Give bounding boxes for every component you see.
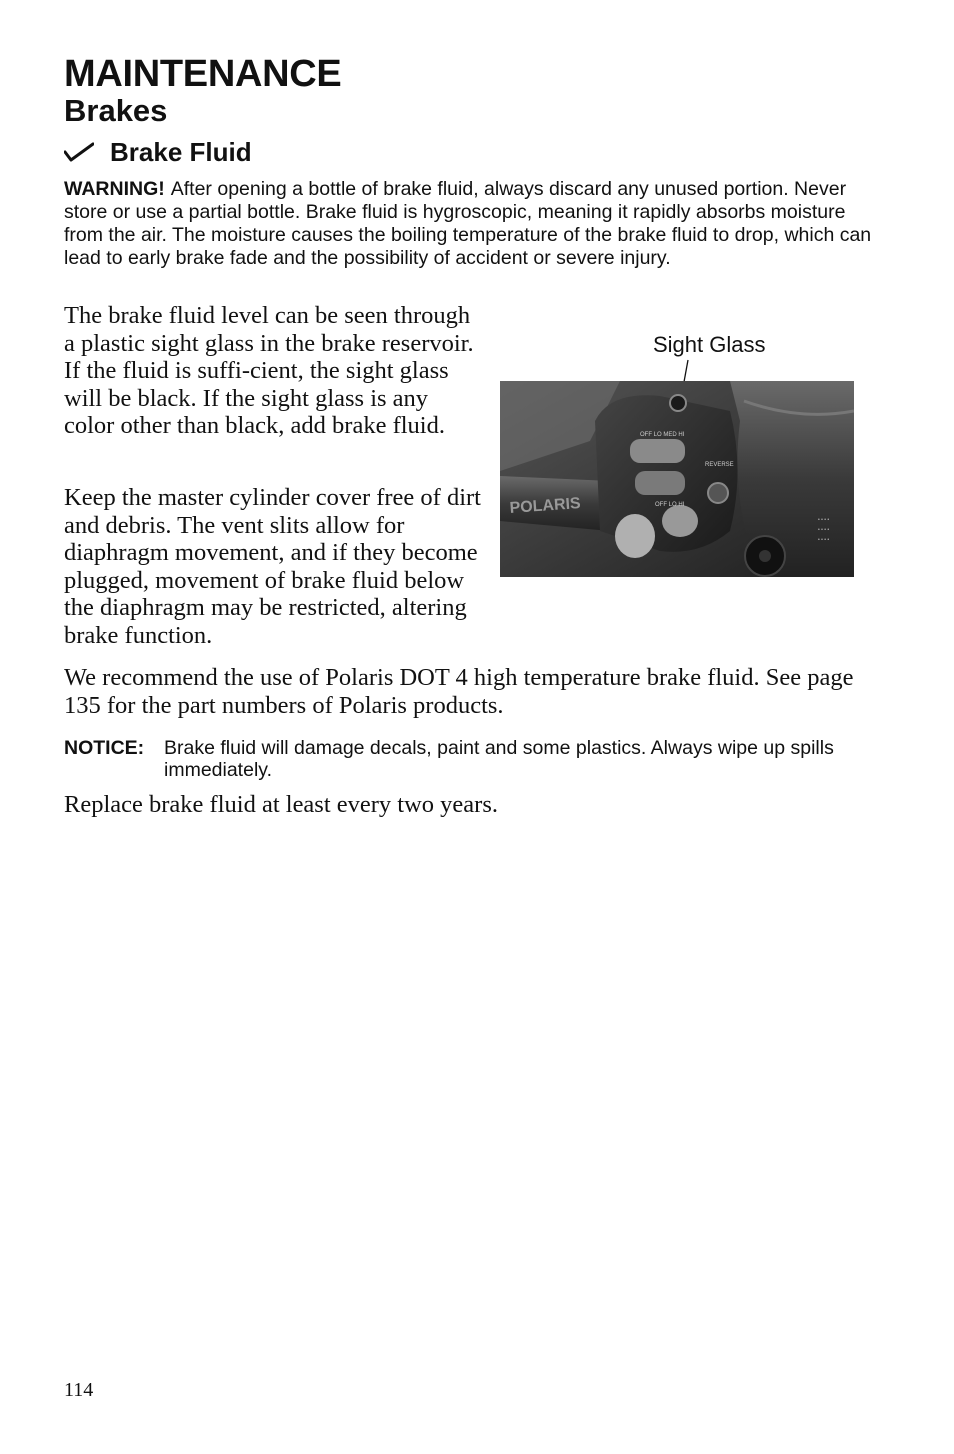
notice-text: Brake fluid will damage decals, paint and some plastics. Always wipe up spills immediately. (164, 737, 834, 781)
paragraph-master-cylinder: Keep the master cylinder cover free of dirt and debris. The vent slits allow for diaphragm movement, and if they become plugged, movement of brake fluid below the diaphragm may be restricted, altering brake function. (64, 484, 481, 649)
checkmark-icon (64, 142, 94, 162)
chapter-title: MAINTENANCE (64, 53, 342, 95)
subsection-heading (64, 136, 252, 168)
paragraph-recommendation: We recommend the use of Polaris DOT 4 high temperature brake fluid. See page 135 for the part numbers of Polaris products. (64, 664, 854, 719)
svg-text:POLARIS: POLARIS (509, 495, 582, 517)
paragraph-replacement-interval: Replace brake fluid at least every two years. (64, 791, 499, 818)
figure-callout-label: Sight Glass (653, 332, 766, 357)
warning-block (64, 178, 874, 270)
subsection-title: Brake Fluid (110, 137, 252, 167)
svg-text:• • • •: • • • • (818, 517, 830, 523)
svg-text:• • • •: • • • • (818, 527, 830, 533)
warning-text: After opening a bottle of brake fluid, always discard any unused portion. Never store or use a partial bottle. Brake fluid is hygroscopic, meaning it rapidly absorbs moisture from the air. The moisture causes the boiling temperature of the brake fluid to drop, which can lead to early brake fade and the possibility of accident or severe injury. (64, 178, 872, 269)
svg-text:REVERSE: REVERSE (705, 462, 734, 468)
paragraph-sight-glass: The brake fluid level can be seen through a plastic sight glass in the brake reservoir. If the fluid is suffi-cient, the sight glass will be black. If the sight glass is any color other than black, add brake fluid. (64, 302, 474, 439)
section-title: Brakes (64, 93, 168, 128)
handlebar-control-photo (500, 381, 854, 577)
warning-label: WARNING! (64, 178, 165, 200)
svg-text:OFF LO MED HI: OFF LO MED HI (640, 432, 685, 438)
notice-label: NOTICE: (64, 737, 145, 759)
svg-text:• • • •: • • • • (818, 537, 830, 543)
svg-text:OFF LO HI: OFF LO HI (655, 502, 685, 508)
page-number: 114 (64, 1379, 94, 1401)
notice-block (64, 737, 884, 781)
